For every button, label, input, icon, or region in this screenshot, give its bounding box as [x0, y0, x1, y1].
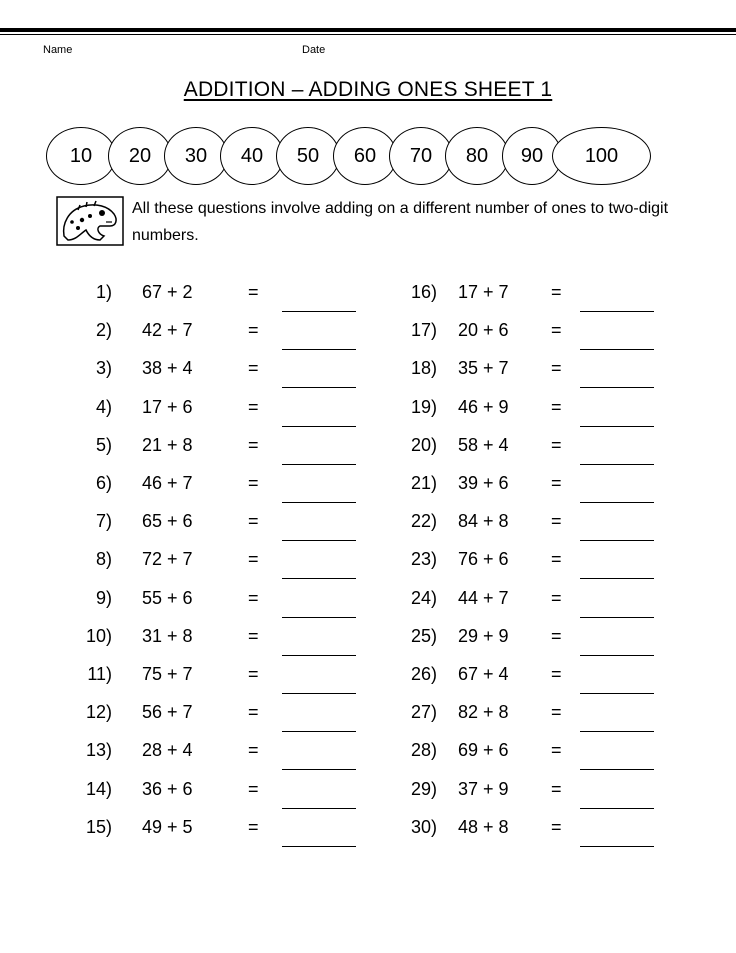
equals-sign: = — [248, 320, 259, 341]
question-expression: 42 + 7 — [142, 320, 193, 341]
equals-sign: = — [551, 511, 562, 532]
top-border-thin — [0, 34, 736, 35]
question-row — [0, 740, 736, 778]
question-expression: 46 + 7 — [142, 473, 193, 493]
question-row — [0, 358, 736, 396]
question-expression: 48 + 8 — [458, 816, 509, 837]
question-number: 26) — [410, 664, 437, 684]
question-number: 24) — [410, 587, 437, 608]
name-label: Name — [43, 44, 73, 56]
question-row — [0, 702, 736, 740]
number-bubble: 70 — [389, 127, 453, 185]
question-number: 18) — [410, 358, 437, 379]
equals-sign: = — [248, 587, 259, 608]
equals-sign: = — [248, 396, 259, 417]
question-expression: 82 + 8 — [458, 702, 509, 723]
equals-sign: = — [551, 473, 562, 493]
instruction-text: All these questions involve adding on a different number of ones to two-digit numbers. — [132, 200, 669, 244]
answer-blank[interactable] — [580, 320, 654, 350]
question-row — [0, 626, 736, 664]
question-expression: 36 + 6 — [142, 778, 193, 799]
question-expression: 28 + 4 — [142, 740, 193, 761]
question-expression: 21 + 8 — [142, 434, 193, 455]
question-expression: 20 + 6 — [458, 320, 509, 341]
question-row — [0, 282, 736, 320]
answer-blank[interactable] — [580, 588, 654, 618]
question-number: 7) — [95, 511, 112, 532]
question-number: 16) — [410, 282, 437, 302]
question-expression: 65 + 6 — [142, 511, 193, 532]
equals-sign: = — [248, 473, 259, 493]
equals-sign: = — [551, 778, 562, 799]
question-row — [0, 549, 736, 587]
question-number: 9) — [95, 587, 112, 608]
dinosaur-icon — [56, 196, 126, 246]
question-number: 28) — [410, 740, 437, 761]
question-number: 14) — [85, 778, 112, 799]
date-label: Date — [302, 44, 326, 56]
question-expression: 56 + 7 — [142, 702, 193, 723]
question-number: 5) — [95, 434, 112, 455]
answer-blank[interactable] — [580, 626, 654, 656]
question-expression: 76 + 6 — [458, 549, 509, 570]
question-number: 19) — [410, 396, 437, 417]
question-number: 11) — [87, 664, 112, 684]
equals-sign: = — [551, 434, 562, 455]
equals-sign: = — [551, 358, 562, 379]
answer-blank[interactable] — [580, 779, 654, 809]
equals-sign: = — [248, 549, 259, 570]
equals-sign: = — [248, 625, 259, 646]
question-number: 21) — [410, 473, 437, 493]
question-row — [0, 511, 736, 549]
question-row — [0, 817, 736, 855]
worksheet-title: ADDITION – ADDING ONES SHEET 1 — [183, 78, 553, 101]
question-row — [0, 435, 736, 473]
question-expression: 75 + 7 — [142, 664, 193, 684]
number-bubble: 10 — [46, 127, 116, 185]
question-expression: 31 + 8 — [142, 625, 193, 646]
question-number: 15) — [85, 816, 112, 837]
question-expression: 69 + 6 — [458, 740, 509, 761]
question-number: 6) — [95, 473, 112, 493]
top-border-thick — [0, 28, 736, 32]
number-bubble: 50 — [276, 127, 340, 185]
question-expression: 67 + 4 — [458, 664, 509, 684]
equals-sign: = — [248, 816, 259, 837]
question-expression: 39 + 6 — [458, 473, 509, 493]
question-number: 1) — [95, 282, 112, 302]
equals-sign: = — [551, 282, 562, 302]
question-number: 8) — [95, 549, 112, 570]
equals-sign: = — [248, 664, 259, 684]
question-expression: 72 + 7 — [142, 549, 193, 570]
question-number: 23) — [410, 549, 437, 570]
question-expression: 38 + 4 — [142, 358, 193, 379]
number-bubble: 60 — [333, 127, 397, 185]
question-row — [0, 779, 736, 817]
question-number: 17) — [410, 320, 437, 341]
question-number: 20) — [410, 434, 437, 455]
question-number: 29) — [410, 778, 437, 799]
answer-blank[interactable] — [580, 511, 654, 541]
question-expression: 49 + 5 — [142, 816, 193, 837]
question-expression: 35 + 7 — [458, 358, 509, 379]
question-expression: 67 + 2 — [142, 282, 193, 302]
question-number: 30) — [410, 816, 437, 837]
answer-blank[interactable] — [580, 702, 654, 732]
answer-blank[interactable] — [580, 282, 654, 312]
question-row — [0, 473, 736, 511]
equals-sign: = — [551, 549, 562, 570]
question-expression: 44 + 7 — [458, 587, 509, 608]
equals-sign: = — [248, 511, 259, 532]
question-number: 13) — [85, 740, 112, 761]
question-number: 3) — [95, 358, 112, 379]
question-expression: 37 + 9 — [458, 778, 509, 799]
equals-sign: = — [551, 740, 562, 761]
number-bubble: 30 — [164, 127, 228, 185]
question-expression: 29 + 9 — [458, 625, 509, 646]
question-expression: 84 + 8 — [458, 511, 509, 532]
equals-sign: = — [248, 778, 259, 799]
question-expression: 55 + 6 — [142, 587, 193, 608]
number-bubble: 80 — [445, 127, 509, 185]
equals-sign: = — [551, 320, 562, 341]
answer-blank[interactable] — [580, 473, 654, 503]
equals-sign: = — [551, 625, 562, 646]
number-line — [46, 127, 651, 185]
question-number: 22) — [410, 511, 437, 532]
equals-sign: = — [551, 702, 562, 723]
answer-blank[interactable] — [580, 435, 654, 465]
question-number: 27) — [410, 702, 437, 723]
question-row — [0, 664, 736, 702]
equals-sign: = — [248, 740, 259, 761]
answer-blank[interactable] — [580, 664, 654, 694]
answer-blank[interactable] — [580, 397, 654, 427]
answer-blank[interactable] — [580, 740, 654, 770]
question-number: 4) — [95, 396, 112, 417]
question-expression: 17 + 7 — [458, 282, 509, 302]
question-number: 10) — [85, 625, 112, 646]
number-bubble: 20 — [108, 127, 172, 185]
question-expression: 58 + 4 — [458, 434, 509, 455]
question-row — [0, 320, 736, 358]
answer-blank[interactable] — [580, 358, 654, 388]
equals-sign: = — [551, 664, 562, 684]
number-bubble: 90 — [502, 127, 562, 185]
equals-sign: = — [551, 816, 562, 837]
answer-blank[interactable] — [580, 817, 654, 847]
equals-sign: = — [248, 434, 259, 455]
equals-sign: = — [248, 702, 259, 723]
question-expression: 46 + 9 — [458, 396, 509, 417]
equals-sign: = — [551, 587, 562, 608]
equals-sign: = — [248, 358, 259, 379]
question-row — [0, 588, 736, 626]
question-row — [0, 397, 736, 435]
question-number: 12) — [85, 702, 112, 723]
answer-blank[interactable] — [580, 549, 654, 579]
number-bubble: 100 — [552, 127, 651, 185]
question-number: 25) — [410, 625, 437, 646]
question-expression: 17 + 6 — [142, 396, 193, 417]
number-bubble: 40 — [220, 127, 284, 185]
equals-sign: = — [551, 396, 562, 417]
equals-sign: = — [248, 282, 259, 302]
question-number: 2) — [95, 320, 112, 341]
